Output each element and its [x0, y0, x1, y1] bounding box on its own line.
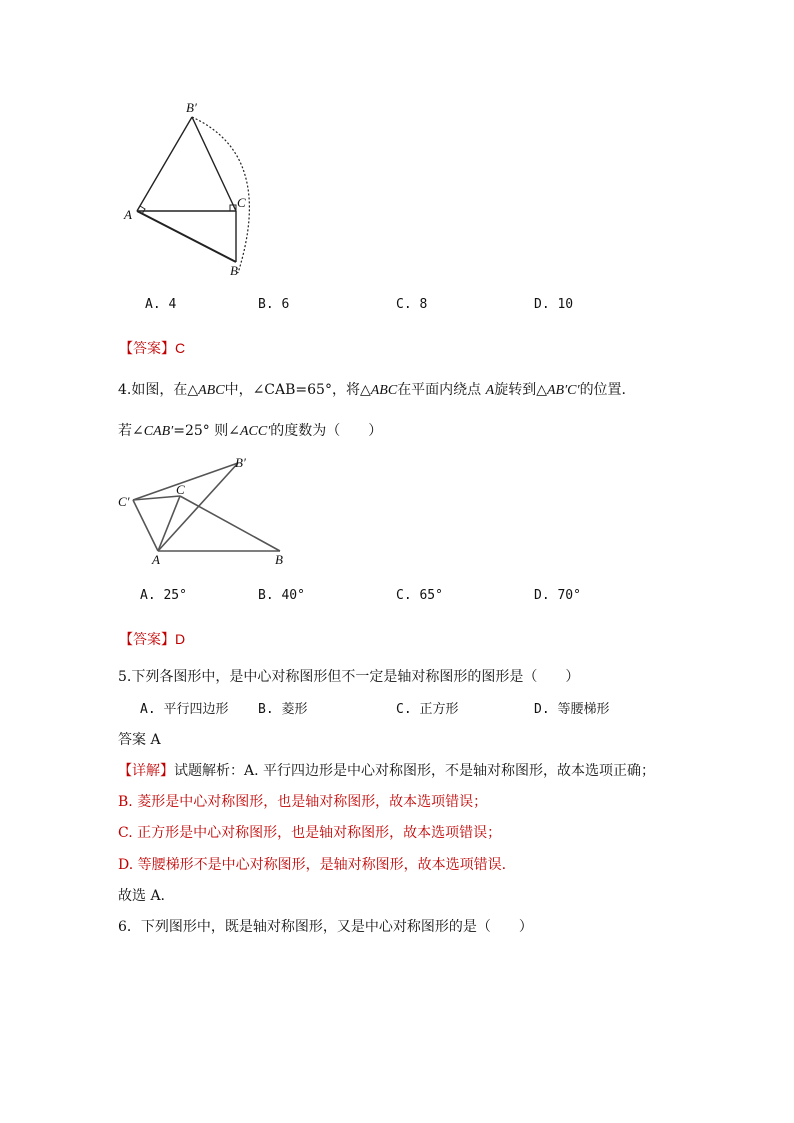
q5-explain-line3: C. 正方形是中心对称图形，也是轴对称图形，故本选项错误； [118, 825, 502, 841]
answer-label: 【答案】 [119, 632, 175, 648]
q4-option-b: B. 40° [258, 588, 305, 603]
q4-segment-c-prime-a [133, 500, 158, 551]
q5-answer-line: 答案 A [118, 732, 161, 748]
q5-option-c: C. 正方形 [396, 702, 459, 717]
q3-figure [110, 95, 290, 285]
q3-segment-b-prime-c [192, 117, 236, 211]
q3-option-a: A. 4 [145, 297, 177, 312]
q4-label-c: C [176, 482, 185, 497]
q4-segment-a-c [158, 496, 180, 551]
q5-explain-line1 [118, 760, 655, 780]
q4-option-d: D. 70° [534, 588, 581, 603]
q4-label-a: A [152, 552, 160, 567]
q3-option-b: B. 6 [258, 297, 290, 312]
q4-math: ACC′ [239, 424, 271, 439]
q4-text: 旋转到△ [494, 382, 547, 398]
q4-math: ABC [198, 383, 225, 398]
q4-option-a: A. 25° [140, 588, 187, 603]
q3-segment-ab [137, 211, 236, 262]
q5-option-d: D. 等腰梯形 [534, 702, 610, 717]
q4-label-b-prime: B′ [235, 455, 246, 470]
q3-answer [119, 338, 185, 358]
q4-text: 的度数为（ ） [270, 423, 383, 439]
q4-label-b: B [275, 552, 283, 567]
q4-answer [119, 629, 185, 649]
q4-label-c-prime: C′ [118, 494, 130, 509]
explain-label: 【详解】 [118, 763, 174, 779]
q4-stem-line2 [118, 420, 382, 440]
q4-segment-c-b [180, 496, 280, 551]
q5-stem: 5.下列各图形中，是中心对称图形但不一定是轴对称图形的图形是（ ） [118, 669, 580, 685]
q4-text: 在平面内绕点 [397, 382, 486, 398]
q4-text: =25° 则∠ [173, 423, 240, 439]
q4-segment-a-b-prime [158, 463, 238, 551]
q5-conclusion: 故选 A. [118, 888, 166, 904]
q4-text: 4.如图，在△ [118, 382, 199, 398]
q4-text: 若∠ [118, 423, 144, 439]
q3-label-c: C [237, 195, 246, 210]
q4-stem-line1 [118, 379, 626, 399]
q3-label-a: A [124, 207, 132, 222]
q3-option-d: D. 10 [534, 297, 574, 312]
q5-explain-line2: B. 菱形是中心对称图形，也是轴对称图形，故本选项错误； [118, 794, 488, 810]
q4-math: AB′C′ [546, 383, 580, 398]
q3-label-b: B [230, 263, 238, 278]
answer-value: D [175, 631, 186, 647]
explain-text: 试题解析：A. 平行四边形是中心对称图形，不是轴对称图形，故本选项正确； [174, 763, 656, 779]
q4-text: 中，∠CAB=65°，将△ [224, 382, 371, 398]
q5-option-b: B. 菱形 [258, 702, 308, 717]
answer-label: 【答案】 [119, 341, 175, 357]
q3-label-b-prime: B′ [186, 100, 197, 115]
q5-explain-line4: D. 等腰梯形不是中心对称图形，是轴对称图形，故本选项错误. [118, 857, 507, 873]
answer-value: C [175, 340, 186, 356]
q6-stem: 6．下列图形中，既是轴对称图形，又是中心对称图形的是（ ） [118, 919, 533, 935]
q4-math: CAB′ [143, 424, 174, 439]
q5-option-a: A. 平行四边形 [140, 702, 229, 717]
q4-math: ABC [370, 383, 398, 398]
q4-figure [110, 452, 300, 572]
q3-segment-ab-prime [137, 117, 192, 211]
q4-math: A [485, 383, 495, 398]
q4-option-c: C. 65° [396, 588, 443, 603]
q3-option-c: C. 8 [396, 297, 428, 312]
q4-text: 的位置. [579, 382, 627, 398]
